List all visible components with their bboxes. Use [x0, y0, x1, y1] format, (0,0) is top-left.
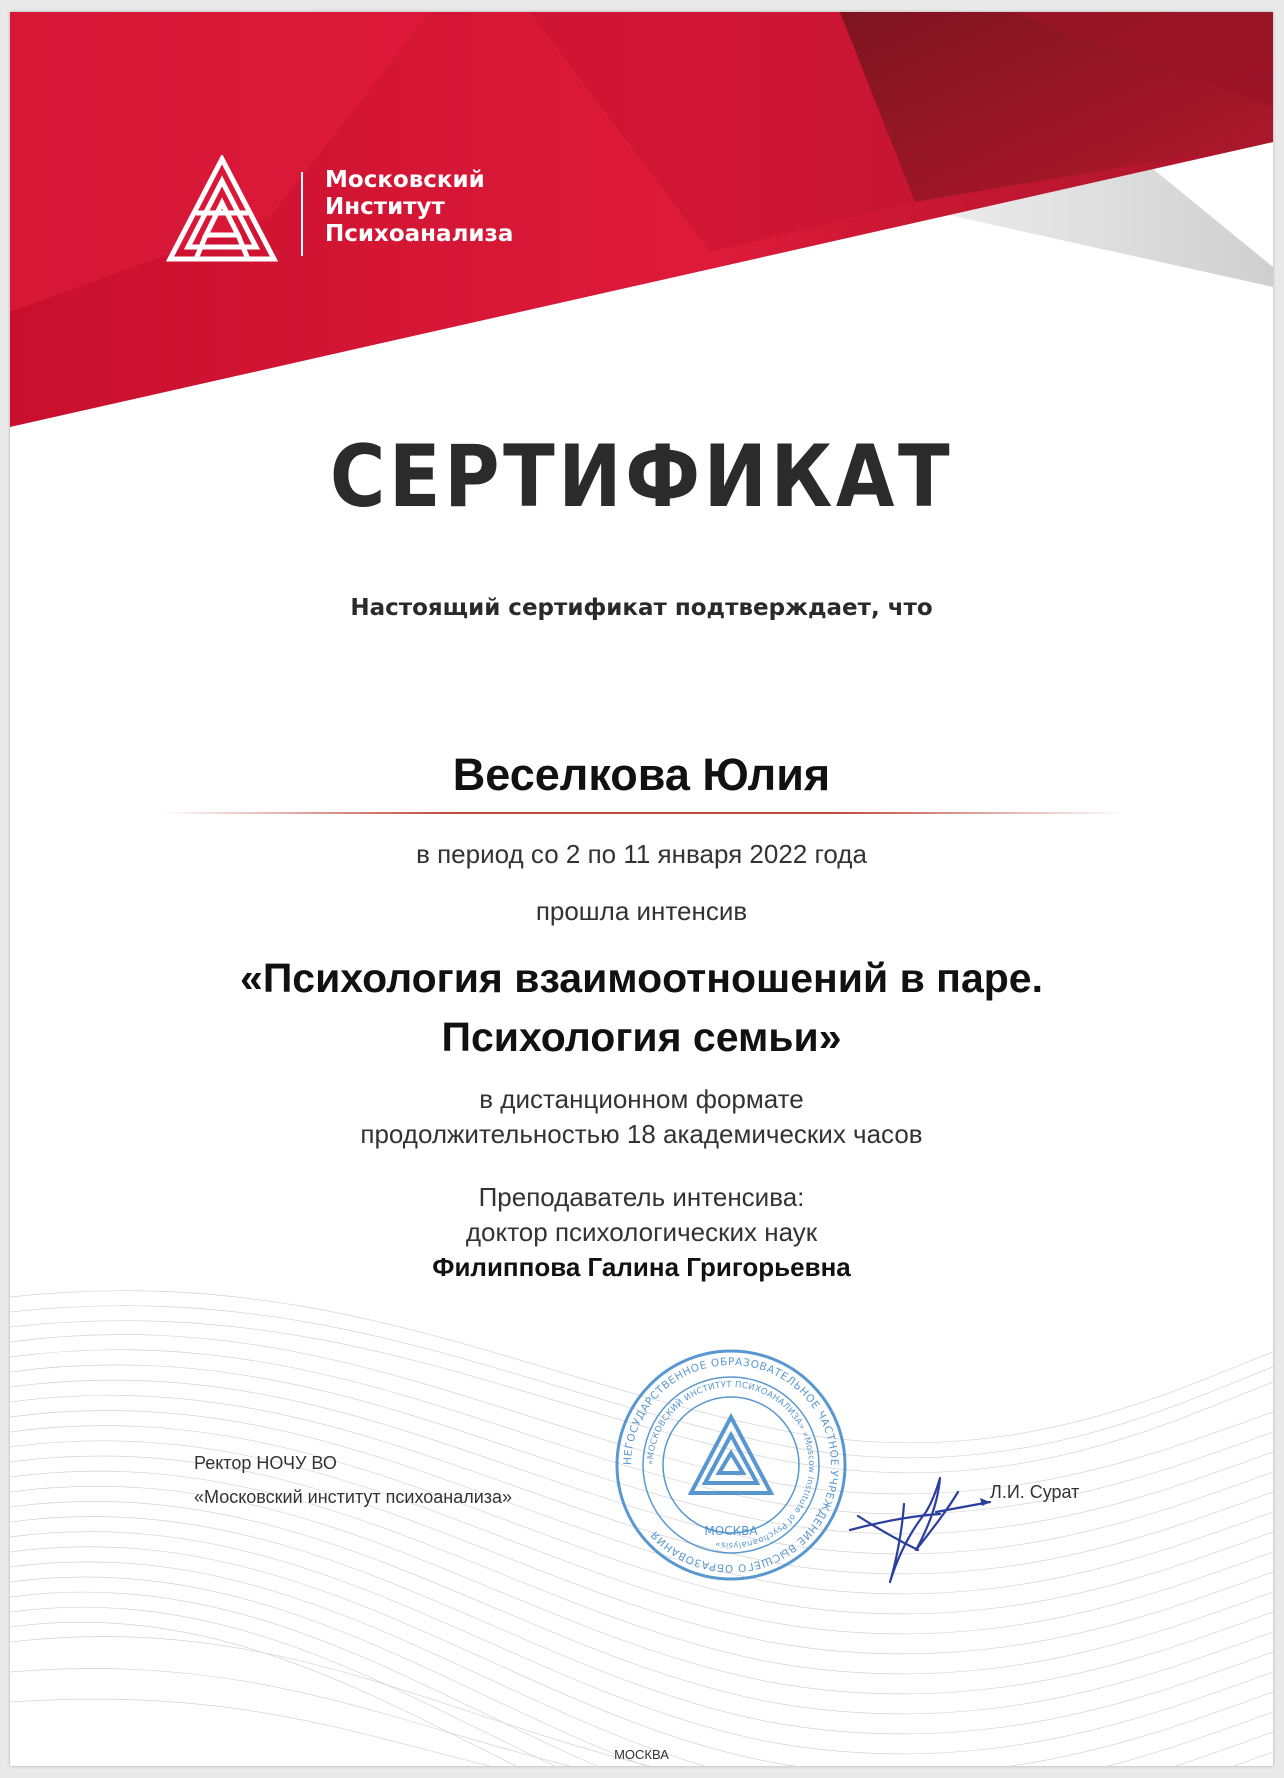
signer-name: Л.И. Сурат	[990, 1482, 1080, 1502]
rector-title	[194, 1446, 512, 1514]
course-title	[10, 949, 1273, 1067]
institute-seal-icon	[611, 1345, 851, 1585]
rector-title-line-1: Ректор НОЧУ ВО	[194, 1453, 337, 1473]
logo-line-2: Институт	[325, 194, 445, 220]
footer-city: МОСКВА	[614, 1747, 669, 1762]
logo-line-1: Московский	[325, 167, 485, 193]
triangle-knot-logo-icon	[166, 155, 278, 263]
name-underline	[160, 812, 1125, 814]
period-text: в период со 2 по 11 января 2022 года	[416, 839, 867, 869]
passed-text: прошла интенсив	[535, 896, 748, 926]
logo-wordmark	[325, 167, 513, 248]
certificate-sheet	[10, 12, 1273, 1766]
logo-divider	[301, 172, 303, 256]
format-line-1: в дистанционном формате	[479, 1084, 804, 1114]
course-title-line-2: Психология семьи»	[441, 1014, 842, 1060]
recipient-name: Веселкова Юлия	[452, 749, 831, 800]
format-text	[10, 1082, 1273, 1152]
rector-title-line-2: «Московский институт психоанализа»	[194, 1487, 513, 1507]
logo-line-3: Психоанализа	[325, 221, 514, 247]
stamp-logo-icon	[691, 1417, 771, 1493]
stamp-city: МОСКВА	[704, 1524, 758, 1538]
certificate-title: СЕРТИФИКАТ	[329, 427, 954, 527]
course-title-line-1: «Психология взаимоотношений в паре.	[240, 955, 1043, 1001]
format-line-2: продолжительностью 18 академических часов	[360, 1119, 923, 1149]
stamp-inner-text: «МОСКОВСКИЙ ИНСТИТУТ ПСИХОАНАЛИЗА» «Moscow Institute of Psychoanalysis»	[645, 1379, 817, 1551]
stamp-outer-text: НЕГОСУДАРСТВЕННОЕ ОБРАЗОВАТЕЛЬНОЕ ЧАСТНОЕ УЧРЕЖДЕНИЕ ВЫСШЕГО ОБРАЗОВАНИЯ	[621, 1355, 841, 1575]
teacher-name: Филиппова Галина Григорьевна	[432, 1252, 851, 1282]
rector-signature	[840, 1432, 1000, 1592]
intro-text: Настоящий сертификат подтверждает, что	[350, 595, 933, 621]
teacher-degree: доктор психологических наук	[465, 1217, 818, 1247]
teacher-block	[10, 1180, 1273, 1285]
teacher-label: Преподаватель интенсива:	[478, 1182, 805, 1212]
